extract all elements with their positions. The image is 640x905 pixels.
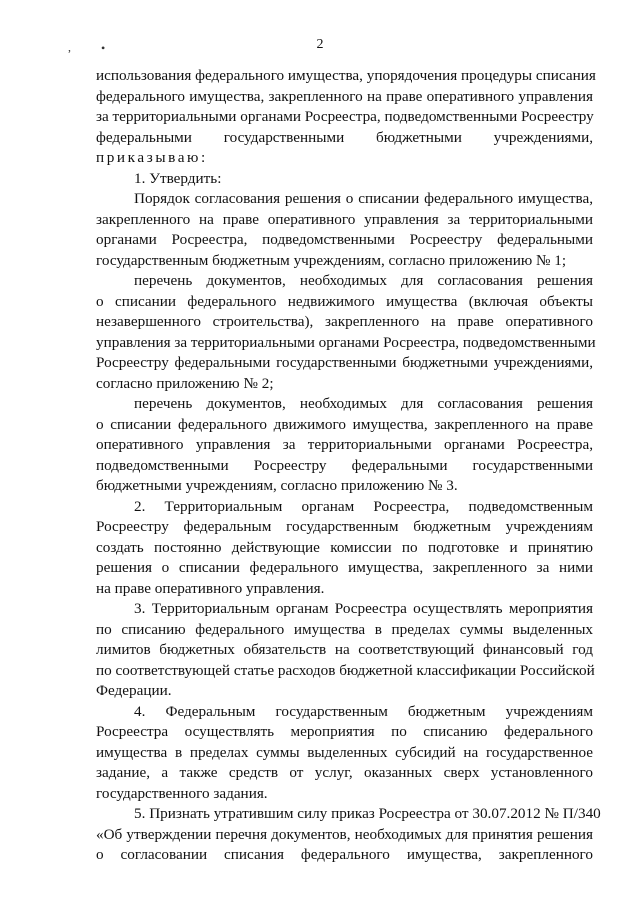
text-line: за территориальными органами Росреестра, подведомственными Росреестру xyxy=(96,108,594,125)
item-4 xyxy=(96,702,593,805)
text-line: Росреестру федеральными государственными бюджетными учреждениями, xyxy=(96,354,593,371)
document-body xyxy=(96,66,601,866)
scan-mark-comma: , xyxy=(68,40,71,54)
text-line: перечень документов, необходимых для согласования решения xyxy=(134,395,593,412)
text-line: федерального имущества, закрепленного на праве оперативного управления xyxy=(96,87,593,105)
text-line: по списанию федерального имущества в пределах суммы выделенных xyxy=(96,620,593,638)
text-line: имущества в пределах суммы выделенных субсидий на государственное xyxy=(96,743,593,761)
text-line: на праве оперативного управления. xyxy=(96,579,325,597)
text-line: управления за территориальными органами Росреестра, подведомственными xyxy=(96,333,596,351)
item-1-procedure xyxy=(96,189,593,271)
text-line: Порядок согласования решения о списании федерального имущества, xyxy=(134,190,593,207)
text-line: органами Росреестра, подведомственными Росреестру федеральными xyxy=(96,231,593,248)
text-line: подведомственными Росреестру федеральными государственными xyxy=(96,456,593,474)
item-1-list-movable xyxy=(96,394,593,497)
text-line: 3. Территориальным органам Росреестра осуществлять мероприятия xyxy=(134,600,593,617)
text-line: задание, а также средств от услуг, оказанных сверх установленного xyxy=(96,764,593,781)
order-word xyxy=(96,148,593,169)
page-number: 2 xyxy=(316,37,324,52)
text-line: бюджетными учреждениям, согласно приложению № 3. xyxy=(96,477,458,494)
text-line: Росреестра осуществлять мероприятия по списанию федерального xyxy=(96,723,593,740)
text-line: перечень документов, необходимых для согласования решения xyxy=(134,272,593,289)
text-line: оперативного управления за территориальными органами Росреестра, xyxy=(96,436,593,453)
text-line: Федерации. xyxy=(96,682,172,699)
text-line: «Об утверждении перечня документов, необходимых для принятия решения xyxy=(96,825,593,843)
text-line: 1. Утвердить: xyxy=(134,169,222,187)
text-line: о списании федерального движимого имущества, закрепленного на праве xyxy=(96,415,593,433)
item-2 xyxy=(96,497,593,600)
text-line: незавершенного строительства), закрепленного на праве оперативного xyxy=(96,313,593,330)
text-line: 4. Федеральным государственным бюджетным учреждениям xyxy=(134,702,593,720)
text-line: 5. Признать утратившим силу приказ Росреестра от 30.07.2012 № П/340 xyxy=(134,805,601,822)
item-1-heading xyxy=(96,169,593,190)
text-line: по соответствующей статье расходов бюджетной классификации Российской xyxy=(96,661,595,679)
text-line: государственного задания. xyxy=(96,784,268,802)
text-line: закрепленного на праве оперативного управления за территориальными xyxy=(96,210,593,228)
text-line: о списании федерального недвижимого имущества (включая объекты xyxy=(96,292,593,310)
item-1-list-real-estate xyxy=(96,271,596,394)
text-line: использования федерального имущества, упорядочения процедуры списания xyxy=(96,67,596,84)
text-line: федеральными государственными бюджетными учреждениями, xyxy=(96,128,593,146)
item-5 xyxy=(96,804,601,866)
scan-mark-dot: • xyxy=(101,41,106,55)
intro-paragraph xyxy=(96,66,596,148)
text-line: о согласовании списания федерального имущества, закрепленного xyxy=(96,846,593,863)
text-line: лимитов бюджетных обязательств на соответствующий финансовый год xyxy=(96,641,593,658)
text-line: 2. Территориальным органам Росреестра, подведомственным xyxy=(134,497,593,515)
text-line: государственным бюджетным учреждениям, согласно приложению № 1; xyxy=(96,251,567,269)
text-line: согласно приложению № 2; xyxy=(96,374,274,392)
item-3 xyxy=(96,599,593,702)
text-line: решения о списании федерального имущества, закрепленного за ними xyxy=(96,559,593,576)
text-line: создать постоянно действующие комиссии по подготовке и принятию xyxy=(96,538,593,556)
text-line: Росреестру федеральным государственным бюджетным учреждениям xyxy=(96,518,593,535)
text-line: приказываю: xyxy=(96,149,208,166)
